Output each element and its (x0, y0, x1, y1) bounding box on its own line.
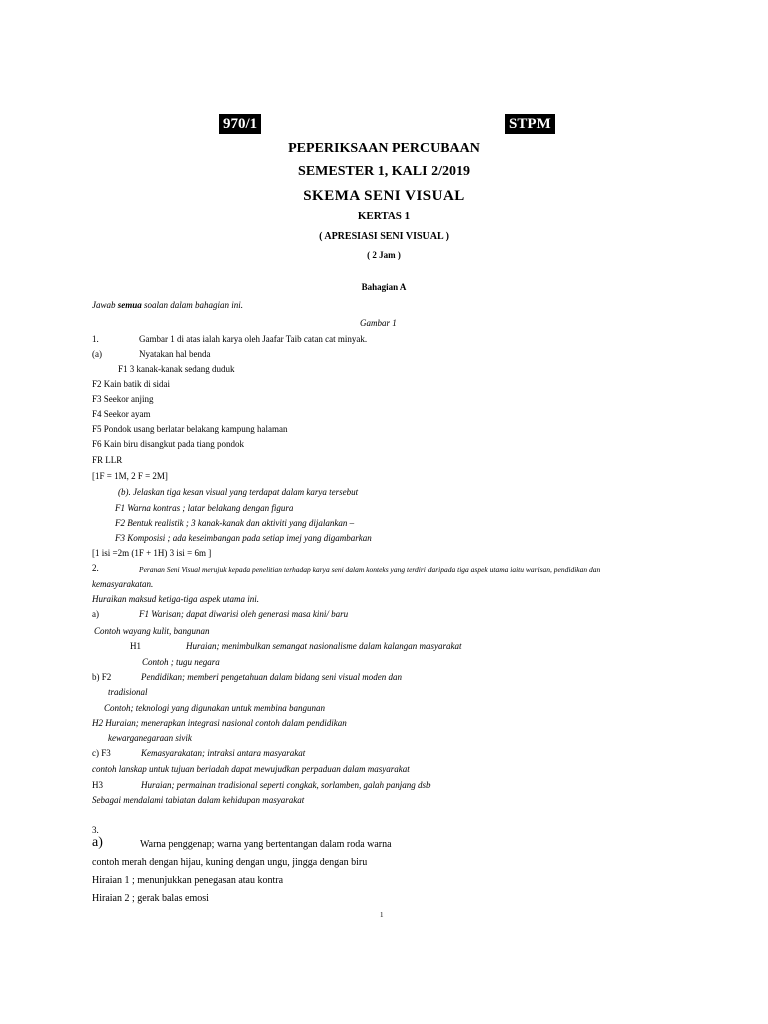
title-line-6: ( 2 Jam ) (367, 250, 401, 260)
answer-line: Warna penggenap; warna yang bertentangan dalam roda warna (140, 839, 392, 850)
answer-line: Contoh ; tugu negara (142, 657, 220, 667)
answer-label: H3 (92, 780, 103, 790)
exam-code-badge: STPM (505, 114, 555, 134)
answer-line: F3 Seekor anjing (92, 394, 154, 404)
part-text: Nyatakan hal benda (139, 349, 211, 359)
title-line-4: KERTAS 1 (357, 210, 411, 222)
section-heading: Bahagian A (361, 282, 407, 292)
section-instruction: Jawab semua soalan dalam bahagian ini. (92, 300, 244, 310)
question-text: Peranan Seni Visual merujuk kepada penelitian terhadap karya seni dalam konteks yang terdiri daripada tiga aspek utama iaitu warisan, pendidikan dan (139, 565, 601, 574)
answer-line: Sebagai mendalami tabiatan dalam kehidupan masyarakat (92, 795, 305, 805)
title-line-1: PEPERIKSAAN PERCUBAAN (288, 141, 480, 156)
answer-line: F1 Warisan; dapat diwarisi oleh generasi masa kini/ baru (139, 609, 349, 619)
paper-code-badge: 970/1 (219, 114, 261, 134)
title-line-5: ( APRESIASI SENI VISUAL ) (319, 231, 449, 242)
question-number: 3. (92, 825, 99, 835)
answer-line: H2 Huraian; menerapkan integrasi nasional contoh dalam pendidikan (92, 718, 347, 728)
answer-line: Kemasyarakatan; intraksi antara masyarakat (141, 748, 306, 758)
answer-line: Huraian; menimbulkan semangat nasionalisme dalam kalangan masyarakat (186, 641, 462, 651)
part-label: a) (92, 835, 103, 850)
answer-line: kewarganegaraan sivik (108, 733, 192, 743)
question-text: Huraikan maksud ketiga-tiga aspek utama ini. (92, 594, 259, 604)
answer-label: H1 (130, 641, 141, 651)
part-label: a) (92, 609, 99, 619)
answer-line: Pendidikan; memberi pengetahuan dalam bidang seni visual moden dan (141, 672, 402, 682)
title-line-3: SKEMA SENI VISUAL (303, 188, 465, 204)
question-text: Gambar 1 di atas ialah karya oleh Jaafar Taib catan cat minyak. (139, 334, 368, 344)
answer-line: F5 Pondok usang berlatar belakang kampung halaman (92, 424, 288, 434)
question-text: kemasyarakatan. (92, 579, 154, 589)
marking-note: [1F = 1M, 2 F = 2M] (92, 471, 168, 481)
part-label: b) F2 (92, 672, 112, 682)
question-number: 1. (92, 334, 99, 344)
part-text: (b). Jelaskan tiga kesan visual yang terdapat dalam karya tersebut (118, 487, 359, 497)
answer-line: Hiraian 2 ; gerak balas emosi (92, 893, 209, 904)
answer-line: Hiraian 1 ; menunjukkan penegasan atau kontra (92, 875, 284, 886)
answer-line: Contoh; teknologi yang digunakan untuk membina bangunan (104, 703, 325, 713)
answer-line: contoh merah dengan hijau, kuning dengan ungu, jingga dengan biru (92, 857, 368, 868)
answer-line: F1 Warna kontras ; latar belakang dengan figura (115, 503, 294, 513)
question-number: 2. (92, 563, 99, 573)
answer-line: contoh lanskap untuk tujuan beriadah dapat mewujudkan perpaduan dalam masyarakat (92, 764, 410, 774)
answer-line: F6 Kain biru disangkut pada tiang pondok (92, 439, 244, 449)
answer-line: F2 Bentuk realistik ; 3 kanak-kanak dan aktiviti yang dijalankan – (115, 518, 355, 528)
page-number: 1 (380, 911, 384, 919)
answer-line: F3 Komposisi ; ada keseimbangan pada setiap imej yang digambarkan (115, 533, 372, 543)
figure-caption: Gambar 1 (360, 318, 397, 328)
answer-line: FR LLR (92, 455, 123, 465)
answer-line: F1 3 kanak-kanak sedang duduk (118, 364, 235, 374)
marking-note: [1 isi =2m (1F + 1H) 3 isi = 6m ] (92, 548, 212, 558)
part-label: c) F3 (92, 748, 111, 758)
answer-line: F4 Seekor ayam (92, 409, 151, 419)
title-line-2: SEMESTER 1, KALI 2/2019 (298, 164, 470, 179)
answer-line: F2 Kain batik di sidai (92, 379, 170, 389)
answer-line: Contoh wayang kulit, bangunan (94, 626, 210, 636)
answer-line: tradisional (108, 687, 148, 697)
answer-line: Huraian; permainan tradisional seperti congkak, sorlamben, galah panjang dsb (141, 780, 431, 790)
part-label: (a) (92, 349, 102, 359)
